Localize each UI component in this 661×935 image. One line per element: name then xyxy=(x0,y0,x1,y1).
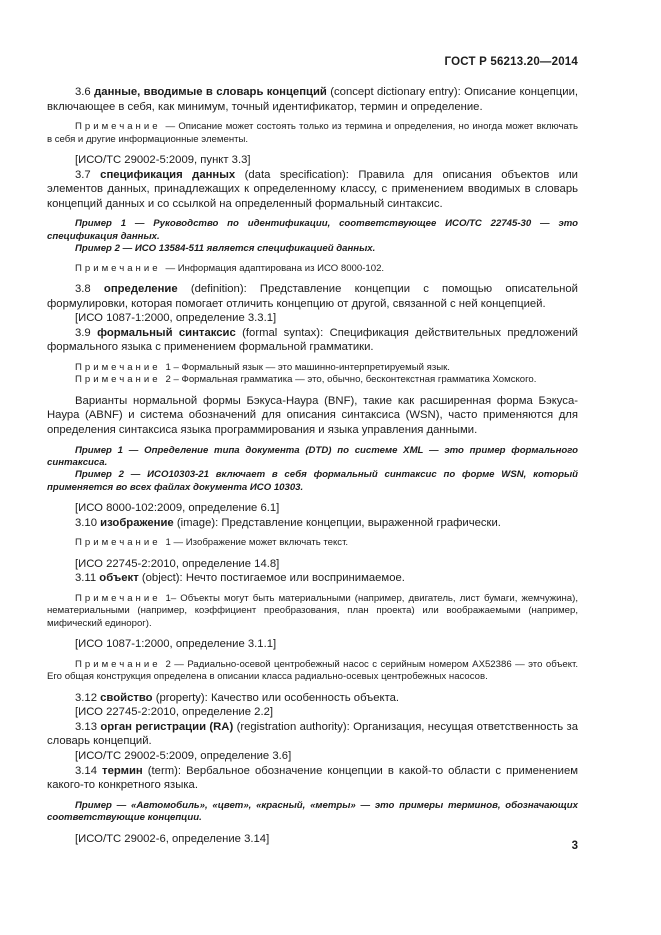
reference-text: [ИСО 1087-1:2000, определение 3.3.1] xyxy=(75,312,277,325)
term-definition xyxy=(47,85,578,114)
term-text: (image): Представление концепции, выраженной графически. xyxy=(173,516,501,529)
source-reference xyxy=(47,705,578,720)
term-text: (definition): Представление концепции с помощью описательной формулировки, которая помогает отличить концепцию от другой, связанной с ней концепцией. xyxy=(47,283,578,310)
note-text: 1– Объекты могут быть материальными (например, двигатель, лист бумаги, жемчужина), нематериальными (например, коэффициент преобразования, план проекта) или воображаемыми (например, мифический единорог). xyxy=(47,592,578,629)
paragraph-text: Пример 1 — Руководство по идентификации, соответствующее ИСО/ТС 22745-30 — это спецификация данных. xyxy=(47,218,578,242)
term-text: (data specification): Правила для описания объектов или элементов данных, принадлежащих к определенному классу, с применением вводимых в словарь концепций данных и со ссылкой на определенный формальный синтаксис. xyxy=(47,168,578,210)
note-label: Примечание xyxy=(75,374,161,386)
reference-text: [ИСО 22745-2:2010, определение 2.2] xyxy=(75,706,274,719)
term-number: 3.8 xyxy=(75,283,91,295)
note-paragraph xyxy=(47,374,578,386)
note-label: Примечание xyxy=(75,592,161,604)
term-name: объект xyxy=(99,572,139,585)
source-reference xyxy=(47,832,578,847)
note-label: Примечание xyxy=(75,658,161,670)
term-number: 3.6 xyxy=(75,86,91,98)
note-paragraph xyxy=(47,659,578,684)
source-reference xyxy=(47,153,578,168)
term-name: данные, вводимые в словарь концепций xyxy=(94,86,327,98)
reference-text: [ИСО 1087-1:2000, определение 3.1.1] xyxy=(75,638,277,651)
term-definition xyxy=(47,168,578,212)
reference-text: [ИСО 8000-102:2009, определение 6.1] xyxy=(75,502,280,515)
note-text: — Описание может состоять только из термина и определения, но иногда может включать в себя и другие информационные элементы. xyxy=(47,121,578,145)
paragraph-text: Пример 1 — Определение типа документа (DTD) по системе XML — это пример формального синтаксиса. xyxy=(47,444,578,468)
note-text: 1 — Изображение может включать текст. xyxy=(165,537,349,549)
term-number: 3.13 xyxy=(75,720,97,733)
document-body xyxy=(47,85,578,846)
term-definition xyxy=(47,720,578,749)
term-text: (concept dictionary entry): Описание концепции, включающее в себя, как минимум, точный идентификатор, термин и определение. xyxy=(47,86,579,113)
term-definition xyxy=(47,282,578,311)
reference-text: [ИСО/ТС 29002-6, определение 3.14] xyxy=(75,832,270,845)
source-reference xyxy=(47,311,578,326)
term-definition xyxy=(47,571,578,586)
source-reference xyxy=(47,637,578,652)
term-name: орган регистрации (RA) xyxy=(100,720,234,733)
document-code-header: ГОСТ Р 56213.20—2014 xyxy=(444,56,578,68)
note-paragraph xyxy=(47,263,578,275)
term-name: изображение xyxy=(100,516,174,529)
paragraph-text: Пример 2 — ИСО 13584-511 является спецификацией данных. xyxy=(75,243,376,255)
term-definition xyxy=(47,764,578,793)
source-reference xyxy=(47,557,578,572)
term-definition xyxy=(47,326,578,355)
term-number: 3.11 xyxy=(75,572,97,585)
example-paragraph xyxy=(47,218,578,243)
note-label: Примечание xyxy=(75,537,161,549)
paragraph-text: Пример — «Автомобиль», «цвет», «красный, «метры» — это примеры терминов, обозначающих соответствующие концепции. xyxy=(47,799,578,824)
term-text: (property): Качество или особенность объекта. xyxy=(152,691,400,704)
body-paragraph xyxy=(47,394,578,438)
note-paragraph xyxy=(47,537,578,549)
term-number: 3.14 xyxy=(75,764,97,777)
source-reference xyxy=(47,501,578,516)
term-text: (object): Нечто постигаемое или воспринимаемое. xyxy=(138,572,405,585)
note-text: 2 – Формальная грамматика — это, обычно, бесконтекстная грамматика Хомского. xyxy=(165,374,537,386)
term-number: 3.9 xyxy=(75,326,91,339)
example-paragraph xyxy=(47,800,578,825)
example-paragraph xyxy=(47,243,578,255)
term-text: (term): Вербальное обозначение концепции в какой-то области с применением какого-то конкретного языка. xyxy=(47,764,578,792)
note-label: Примечание xyxy=(75,361,161,373)
example-paragraph xyxy=(47,469,578,494)
term-definition xyxy=(47,691,578,706)
note-label: Примечание xyxy=(75,121,161,133)
term-name: свойство xyxy=(100,691,153,704)
page-number: 3 xyxy=(571,840,578,852)
term-number: 3.12 xyxy=(75,691,97,704)
text-block xyxy=(47,56,578,846)
reference-text: [ИСО/ТС 29002-5:2009, пункт 3.3] xyxy=(75,154,251,166)
paragraph-text: Варианты нормальной формы Бэкуса-Наура (BNF), такие как расширенная форма Бэкуса-Наура (ABNF) и система обозначений для описания синтаксиса (WSN), часто применяются для определения синтаксиса языка программирования и языка управления данными. xyxy=(47,394,578,436)
note-paragraph xyxy=(47,362,578,374)
term-number: 3.7 xyxy=(75,168,91,181)
term-name: термин xyxy=(102,764,143,777)
term-name: определение xyxy=(103,283,178,295)
note-text: 1 – Формальный язык — это машинно-интерпретируемый язык. xyxy=(165,361,450,373)
term-text: (registration authority): Организация, несущая ответственность за словарь концепций. xyxy=(47,720,578,748)
example-paragraph xyxy=(47,445,578,470)
source-reference xyxy=(47,749,578,764)
note-paragraph xyxy=(47,593,578,630)
paragraph-text: Пример 2 — ИСО10303-21 включает в себя формальный синтаксис по форме WSN, который применяется во всех файлах документа ИСО 10303. xyxy=(47,469,578,493)
term-name: формальный синтаксис xyxy=(97,326,236,339)
note-paragraph xyxy=(47,121,578,146)
term-name: спецификация данных xyxy=(100,168,236,181)
note-text: 2 — Радиально-осевой центробежный насос с серийным номером AX52386 — это объект. Его общая конструкция определена в описании класса радиально-осевых центробежных насосов. xyxy=(47,658,578,683)
term-definition xyxy=(47,516,578,531)
reference-text: [ИСО/ТС 29002-5:2009, определение 3.6] xyxy=(75,749,292,762)
note-text: — Информация адаптирована из ИСО 8000-102. xyxy=(165,262,385,274)
term-text: (formal syntax): Спецификация действительных предложений формального языка с применением формальной грамматики. xyxy=(47,326,578,354)
note-label: Примечание xyxy=(75,262,161,274)
reference-text: [ИСО 22745-2:2010, определение 14.8] xyxy=(75,557,280,570)
term-number: 3.10 xyxy=(75,516,97,529)
